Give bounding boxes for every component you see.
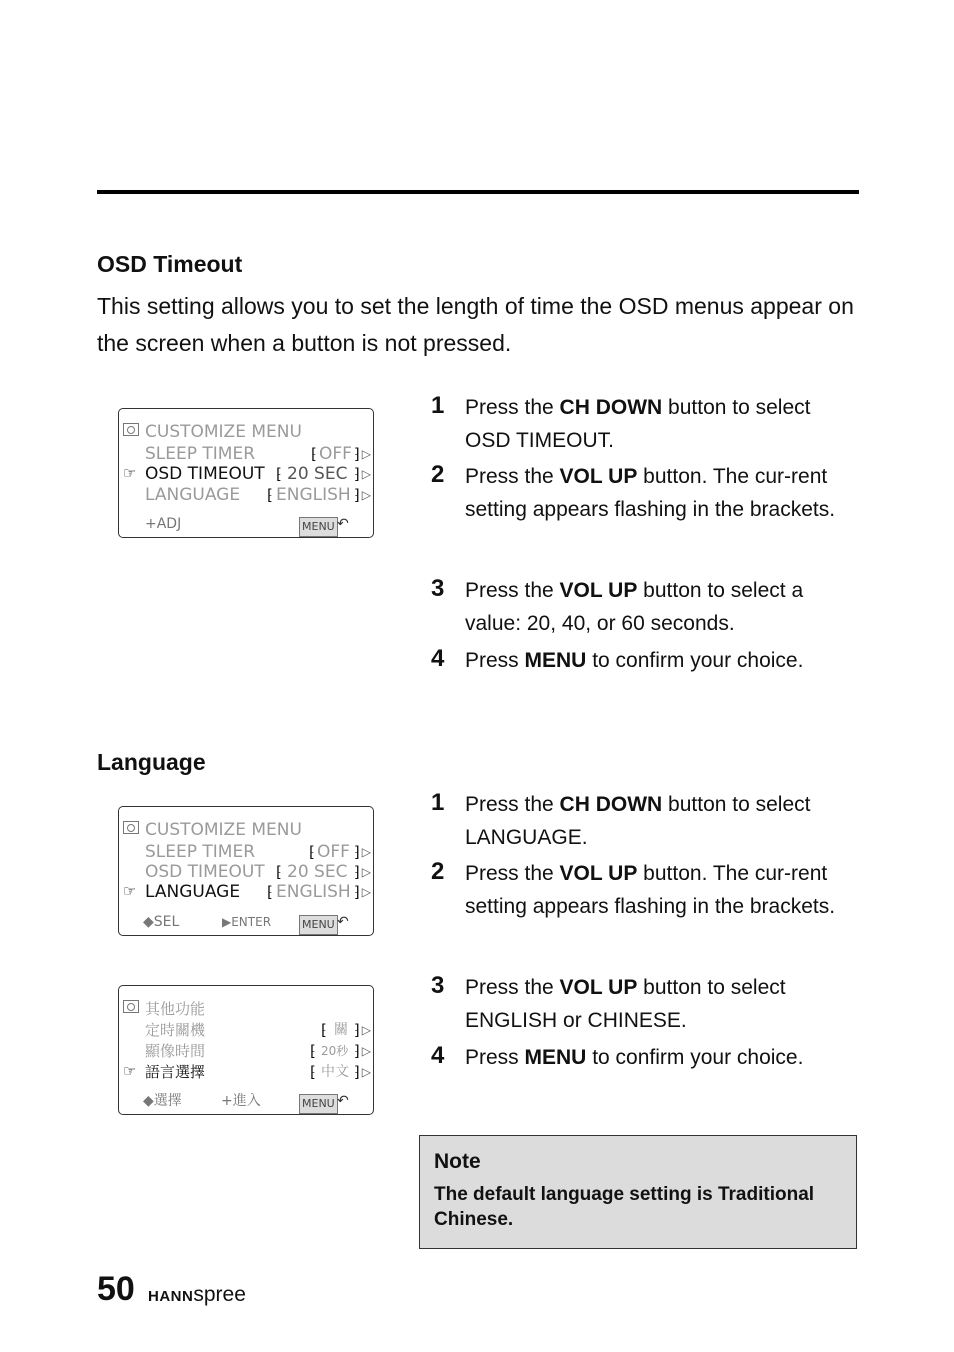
bracket-left-icon: ⁅: [321, 1021, 327, 1039]
page-number: 50: [97, 1270, 135, 1308]
bracket-right-icon: ⁆: [354, 843, 360, 861]
osd-row-value: 中文: [321, 1064, 349, 1080]
osd-row-label: SLEEP TIMER: [145, 444, 256, 464]
step-text: Press the VOL UP button to select a value: 20, 40, or 60 seconds.: [465, 579, 804, 635]
bracket-left-icon: ⁅: [310, 1042, 316, 1060]
osd-row-label: OSD TIMEOUT: [145, 862, 265, 882]
step-number: 1: [431, 789, 445, 816]
osd-row-label: 語言選擇: [145, 1063, 206, 1081]
step-text: Press the VOL UP button. The cur-rent setting appears flashing in the brackets.: [465, 465, 836, 521]
bracket-right-icon: ⁆: [354, 1063, 360, 1081]
top-rule: [97, 190, 859, 194]
bracket-right-icon: ⁆: [354, 863, 360, 881]
enter-hint: +進入: [221, 1093, 261, 1109]
menu-button-hint: MENU: [299, 1094, 338, 1114]
select-hint: ◆SEL: [143, 914, 180, 930]
osd-header: 其他功能: [145, 1000, 206, 1018]
return-icon: ↶: [337, 516, 349, 532]
osd-header: CUSTOMIZE MENU: [145, 422, 302, 442]
arrow-right-icon: ▷: [361, 447, 371, 461]
osd-footer: [119, 1092, 373, 1110]
osd-row-sleep-timer: [119, 444, 373, 464]
section-title-osd-timeout: OSD Timeout: [97, 251, 243, 277]
osd-row-label: LANGUAGE: [145, 882, 241, 902]
osd-header-row: [119, 820, 373, 840]
osd-header: CUSTOMIZE MENU: [145, 820, 302, 840]
customize-icon: [123, 423, 141, 439]
osd-screen-chinese: [118, 985, 374, 1115]
bracket-left-icon: ⁅: [276, 863, 282, 881]
note-box: [419, 1135, 857, 1249]
step-number: 4: [431, 1042, 445, 1069]
osd-row-value: OFF: [319, 444, 352, 464]
osd-row-osd-timeout: [119, 862, 373, 882]
step-text: Press the VOL UP button to select ENGLISH or CHINESE.: [465, 976, 786, 1032]
osd-footer: [119, 913, 373, 931]
bracket-right-icon: ⁆: [354, 1021, 360, 1039]
step-text: Press MENU to confirm your choice.: [465, 649, 804, 672]
pointing-hand-icon: ☞: [123, 1062, 137, 1080]
arrow-right-icon: ▷: [361, 1023, 371, 1037]
osd-row-osd-timeout: [119, 1041, 373, 1061]
bracket-right-icon: ⁆: [354, 445, 360, 463]
osd-row-language: [119, 1062, 373, 1082]
customize-icon: [123, 1000, 141, 1016]
osd-row-language: [119, 485, 373, 505]
arrow-right-icon: ▷: [361, 885, 371, 899]
step-number: 2: [431, 858, 445, 885]
intro-paragraph: This setting allows you to set the length of time the OSD menus appear on the screen when a button is not pressed.: [97, 293, 854, 356]
menu-button-hint: MENU: [299, 915, 338, 935]
osd-row-value: 20 SEC: [287, 862, 348, 882]
osd-row-sleep-timer: [119, 842, 373, 862]
brand-logo: HANNspree: [148, 1283, 246, 1306]
pointing-hand-icon: ☞: [123, 464, 137, 482]
bracket-right-icon: ⁆: [354, 486, 360, 504]
bracket-left-icon: ⁅: [311, 445, 317, 463]
bracket-left-icon: ⁅: [309, 843, 315, 861]
arrow-right-icon: ▷: [361, 467, 371, 481]
bracket-right-icon: ⁆: [354, 465, 360, 483]
osd-row-value: 關: [334, 1022, 348, 1038]
osd-row-osd-timeout: [119, 464, 373, 484]
bracket-left-icon: ⁅: [267, 883, 273, 901]
note-title: Note: [434, 1150, 481, 1173]
bracket-left-icon: ⁅: [267, 486, 273, 504]
osd-screen-customize-language: [118, 806, 374, 936]
osd-row-value: ENGLISH: [276, 882, 351, 902]
bracket-left-icon: ⁅: [276, 465, 282, 483]
osd-header-row: [119, 422, 373, 442]
return-icon: ↶: [337, 914, 349, 930]
step-number: 3: [431, 972, 445, 999]
adjust-hint: +ADJ: [145, 516, 182, 532]
step-text: Press the CH DOWN button to select LANGUAGE.: [465, 793, 811, 849]
menu-button-hint: MENU: [299, 517, 338, 537]
osd-footer: [119, 515, 373, 533]
osd-row-value: OFF: [317, 842, 350, 862]
osd-row-value: 20秒: [321, 1044, 349, 1058]
return-icon: ↶: [337, 1093, 349, 1109]
select-hint: ◆選擇: [143, 1093, 182, 1109]
osd-row-value: ENGLISH: [276, 485, 351, 505]
step-text: Press the CH DOWN button to select OSD TIMEOUT.: [465, 396, 811, 452]
bracket-right-icon: ⁆: [354, 1042, 360, 1060]
step-text: Press the VOL UP button. The cur-rent setting appears flashing in the brackets.: [465, 862, 836, 918]
osd-row-label: 顯像時間: [145, 1042, 206, 1060]
note-body: The default language setting is Traditional Chinese.: [434, 1184, 815, 1230]
osd-row-language: [119, 882, 373, 902]
osd-row-value: 20 SEC: [287, 464, 348, 484]
arrow-right-icon: ▷: [361, 1065, 371, 1079]
customize-icon: [123, 821, 141, 837]
enter-hint: ▶ENTER: [222, 915, 272, 929]
osd-row-label: SLEEP TIMER: [145, 842, 256, 862]
osd-row-label: 定時關機: [145, 1021, 206, 1039]
section-title-language: Language: [97, 749, 206, 775]
arrow-right-icon: ▷: [361, 1044, 371, 1058]
arrow-right-icon: ▷: [361, 845, 371, 859]
bracket-left-icon: ⁅: [310, 1063, 316, 1081]
step-text: Press MENU to confirm your choice.: [465, 1046, 804, 1069]
step-number: 1: [431, 392, 445, 419]
osd-row-sleep-timer: [119, 1020, 373, 1040]
osd-header-row: [119, 999, 373, 1019]
step-number: 3: [431, 575, 445, 602]
osd-row-label: LANGUAGE: [145, 485, 241, 505]
pointing-hand-icon: ☞: [123, 882, 137, 900]
arrow-right-icon: ▷: [361, 865, 371, 879]
step-number: 4: [431, 645, 445, 672]
osd-row-label: OSD TIMEOUT: [145, 464, 265, 484]
step-number: 2: [431, 461, 445, 488]
bracket-right-icon: ⁆: [354, 883, 360, 901]
arrow-right-icon: ▷: [361, 488, 371, 502]
osd-screen-customize-timeout: [118, 408, 374, 538]
